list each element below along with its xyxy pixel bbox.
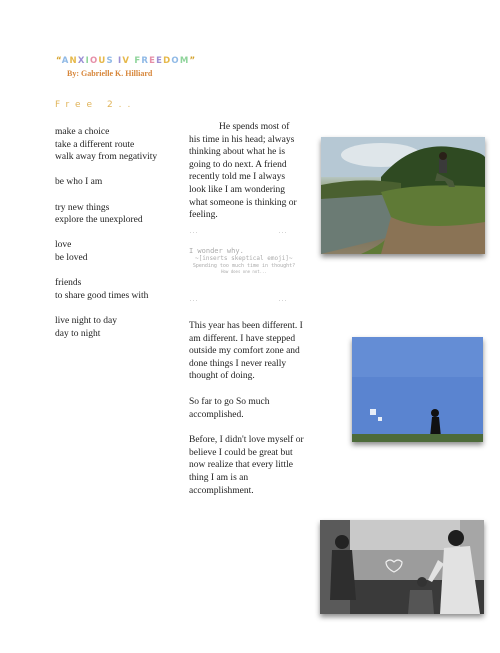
poem-line: walk away from negativity <box>55 152 158 163</box>
poem-line: love <box>55 240 72 251</box>
aside-line-1: I wonder why. <box>189 247 244 255</box>
body-paragraph: This year has been different. I am different. I have stepped outside my comfort zone and done things I never really thought of doing. <box>189 321 303 382</box>
title-close-quote: ” <box>189 56 197 66</box>
intro-line: thinking about what he is <box>189 147 286 158</box>
poem-line: take a different route <box>55 139 135 150</box>
poem-line: live night to day <box>55 315 118 326</box>
divider-left: ... <box>189 297 199 303</box>
river-bank-photo <box>321 137 485 254</box>
title-text: ANXIOUS IV FREEDOM <box>61 56 190 66</box>
aside-line-2: ~[inserts skeptical emoji]~ <box>195 255 293 262</box>
intro-line: He spends most of <box>219 122 290 132</box>
intro-line: going to do next. A friend <box>189 159 287 170</box>
poem <box>55 126 185 353</box>
divider-top <box>189 229 287 235</box>
poem-line: day to night <box>55 328 101 339</box>
intro-line: feeling. <box>189 210 218 221</box>
author-byline: By: Gabrielle K. Hilliard <box>67 69 153 78</box>
poem-line: to share good times with <box>55 290 149 301</box>
poem-stanza <box>55 202 185 227</box>
river-bank-image <box>321 137 485 254</box>
divider-right: ... <box>277 229 287 235</box>
intro-line: look like I am wondering <box>189 184 286 195</box>
intro-line: recently told me I always <box>189 172 286 183</box>
body-paragraphs <box>189 320 307 510</box>
divider-right: ... <box>277 297 287 303</box>
poem-stanza <box>55 277 185 302</box>
poem-stanza <box>55 176 185 189</box>
black-and-white-friends-photo <box>320 520 484 614</box>
intro-line: his time in his head; always <box>189 134 295 145</box>
aside-line-3: Spending too much time in thought? <box>192 262 296 269</box>
blue-wall-image <box>352 337 483 442</box>
friends-image <box>320 520 484 614</box>
monospace-aside <box>189 247 309 274</box>
intro-paragraph <box>189 121 307 222</box>
document-title <box>56 56 196 66</box>
poem-line: explore the unexplored <box>55 215 143 226</box>
body-paragraph: So far to go So much accomplished. <box>189 396 270 420</box>
poem-line: friends <box>55 278 82 289</box>
body-paragraph: Before, I didn't love myself or believe I could be great but now realize that every little thing I am is an accomplishment. <box>189 435 304 496</box>
poem-stanza <box>55 126 185 164</box>
poem-line: make a choice <box>55 127 110 137</box>
divider-bottom <box>189 297 287 303</box>
section-heading: Free 2.. <box>55 100 137 110</box>
poem-stanza <box>55 239 185 264</box>
poem-line: try new things <box>55 202 110 213</box>
title-open-quote: “ <box>56 56 62 66</box>
aside-line-4: How does one not... <box>221 268 267 274</box>
poem-line: be who I am <box>55 177 103 188</box>
poem-line: be loved <box>55 252 88 263</box>
divider-left: ... <box>189 229 199 235</box>
intro-line: what someone is thinking or <box>189 197 297 208</box>
poem-stanza <box>55 315 185 340</box>
blue-wall-photo <box>352 337 483 442</box>
